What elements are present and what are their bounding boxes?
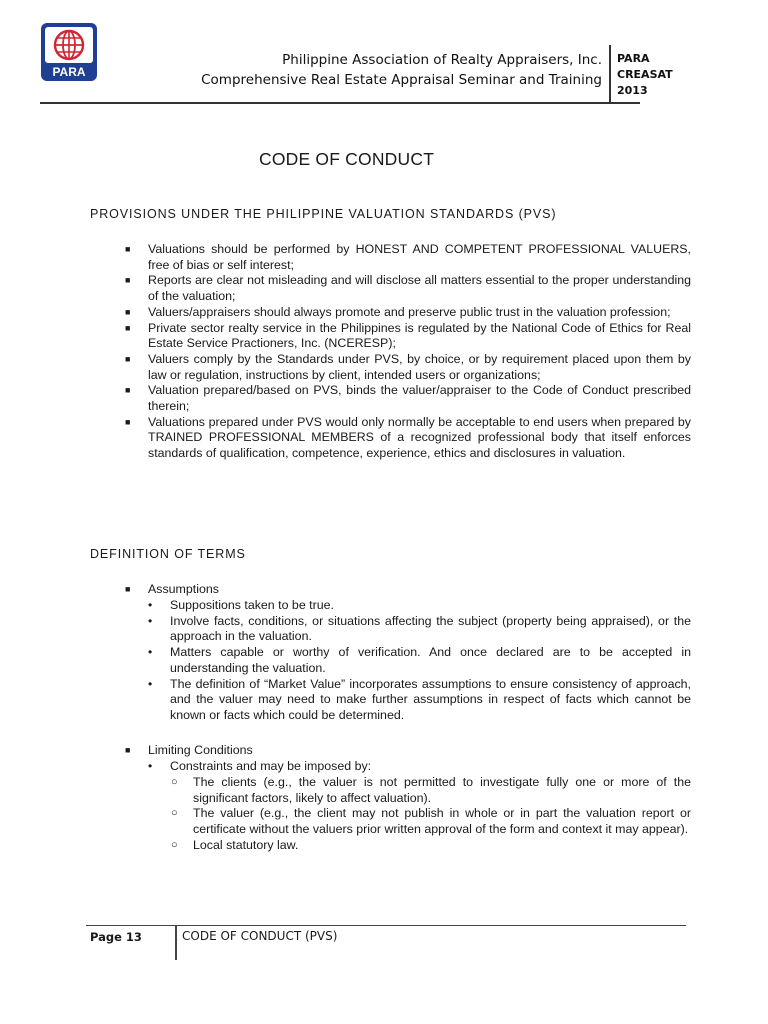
list-item: • Constraints and may be imposed by: xyxy=(148,759,372,773)
svg-text:PARA: PARA xyxy=(52,65,86,79)
list-item: ■ Assumptions xyxy=(125,582,219,596)
list-item: ■ Reports are clear not misleading and will disclose all matters essential to the proper understanding of the valuation; xyxy=(125,273,691,304)
section-heading-definitions: DEFINITION OF TERMS xyxy=(90,547,246,561)
round-bullet-icon: • xyxy=(148,676,153,691)
round-bullet-icon: • xyxy=(148,759,153,773)
circle-bullet-icon: ○ xyxy=(171,838,178,851)
list-item: ○ The valuer (e.g., the client may not publish in whole or in part the valuation report or certificate without the valuers prior written approval of the form and context it may appear). xyxy=(171,806,691,837)
page-title: CODE OF CONDUCT xyxy=(259,149,435,169)
list-item: ○ Local statutory law. xyxy=(171,837,299,852)
section-heading-pvs: PROVISIONS UNDER THE PHILIPPINE VALUATION STANDARDS (PVS) xyxy=(90,207,557,221)
square-bullet-icon: ■ xyxy=(125,416,131,427)
square-bullet-icon: ■ xyxy=(125,322,131,333)
header-org-name: Philippine Association of Realty Appraisers, Inc. xyxy=(282,52,602,68)
header-right-3: 2013 xyxy=(617,84,648,97)
header-seminar-name: Comprehensive Real Estate Appraisal Seminar and Training xyxy=(201,72,602,88)
pvs-provisions-list xyxy=(125,242,691,462)
square-bullet-icon: ■ xyxy=(125,306,131,317)
header-event-code xyxy=(617,51,673,99)
square-bullet-icon: ■ xyxy=(125,385,131,396)
list-item: ■ Valuers/appraisers should always promote and preserve public trust in the valuation profession; xyxy=(125,304,671,319)
header-rule xyxy=(40,102,640,104)
square-bullet-icon: ■ xyxy=(125,745,131,755)
circle-bullet-icon: ○ xyxy=(171,807,178,820)
square-bullet-icon: ■ xyxy=(125,584,131,594)
footer-page-number: Page 13 xyxy=(90,930,142,944)
para-logo xyxy=(41,23,97,81)
list-item: ■ Valuers comply by the Standards under PVS, by choice, or by requirement placed upon them by law or regulation, instructions by client, intended users or organizations; xyxy=(125,351,691,382)
limiting-conditions-sub xyxy=(148,759,691,775)
list-item: ○ The clients (e.g., the valuer is not permitted to investigate fully one or more of the significant factors, likely to affect valuation). xyxy=(171,775,691,805)
list-item: • Involve facts, conditions, or situations affecting the subject (property being appraised), or the approach in the valuation. xyxy=(148,613,691,644)
footer-divider xyxy=(175,926,177,960)
square-bullet-icon: ■ xyxy=(125,353,131,364)
round-bullet-icon: • xyxy=(148,645,153,660)
list-item: ■ Private sector realty service in the Philippines is regulated by the National Code of Ethics for Real Estate Service Practioners, Inc. (NCERESP); xyxy=(125,320,691,351)
limiting-conditions-list xyxy=(171,775,691,854)
list-item: • Suppositions taken to be true. xyxy=(148,598,334,612)
assumptions-list xyxy=(148,598,691,724)
round-bullet-icon: • xyxy=(148,613,153,628)
list-item: ■ Limiting Conditions xyxy=(125,743,253,757)
list-item: • The definition of “Market Value” incorporates assumptions to ensure consistency of approach, and the valuer may need to make further assumptions in respect of facts which cannot be known or facts which could be determined. xyxy=(148,676,691,722)
square-bullet-icon: ■ xyxy=(125,244,131,254)
header-right-2: CREASAT xyxy=(617,68,673,81)
header-titles xyxy=(140,50,602,90)
round-bullet-icon: • xyxy=(148,598,153,612)
assumptions-term xyxy=(125,582,691,598)
list-item: ■ Valuations should be performed by HONEST AND COMPETENT PROFESSIONAL VALUERS, free of bias or self interest; xyxy=(125,242,691,272)
list-item: • Matters capable or worthy of verification. And once declared are to be accepted in understanding the valuation. xyxy=(148,645,691,675)
circle-bullet-icon: ○ xyxy=(171,776,178,788)
square-bullet-icon: ■ xyxy=(125,275,131,286)
list-item: ■ Valuation prepared/based on PVS, binds the valuer/appraiser to the Code of Conduct prescribed therein; xyxy=(125,383,691,414)
limiting-conditions-term xyxy=(125,743,691,759)
list-item: ■ Valuations prepared under PVS would only normally be acceptable to end users when prepared by TRAINED PROFESSIONAL MEMBERS of a recognized professional body that itself enforces standards of qualification, competence, experience, ethics and disclosures in valuation. xyxy=(125,414,691,461)
header-divider xyxy=(609,45,611,103)
header-right-1: PARA xyxy=(617,52,650,65)
footer-title: CODE OF CONDUCT (PVS) xyxy=(182,929,338,943)
